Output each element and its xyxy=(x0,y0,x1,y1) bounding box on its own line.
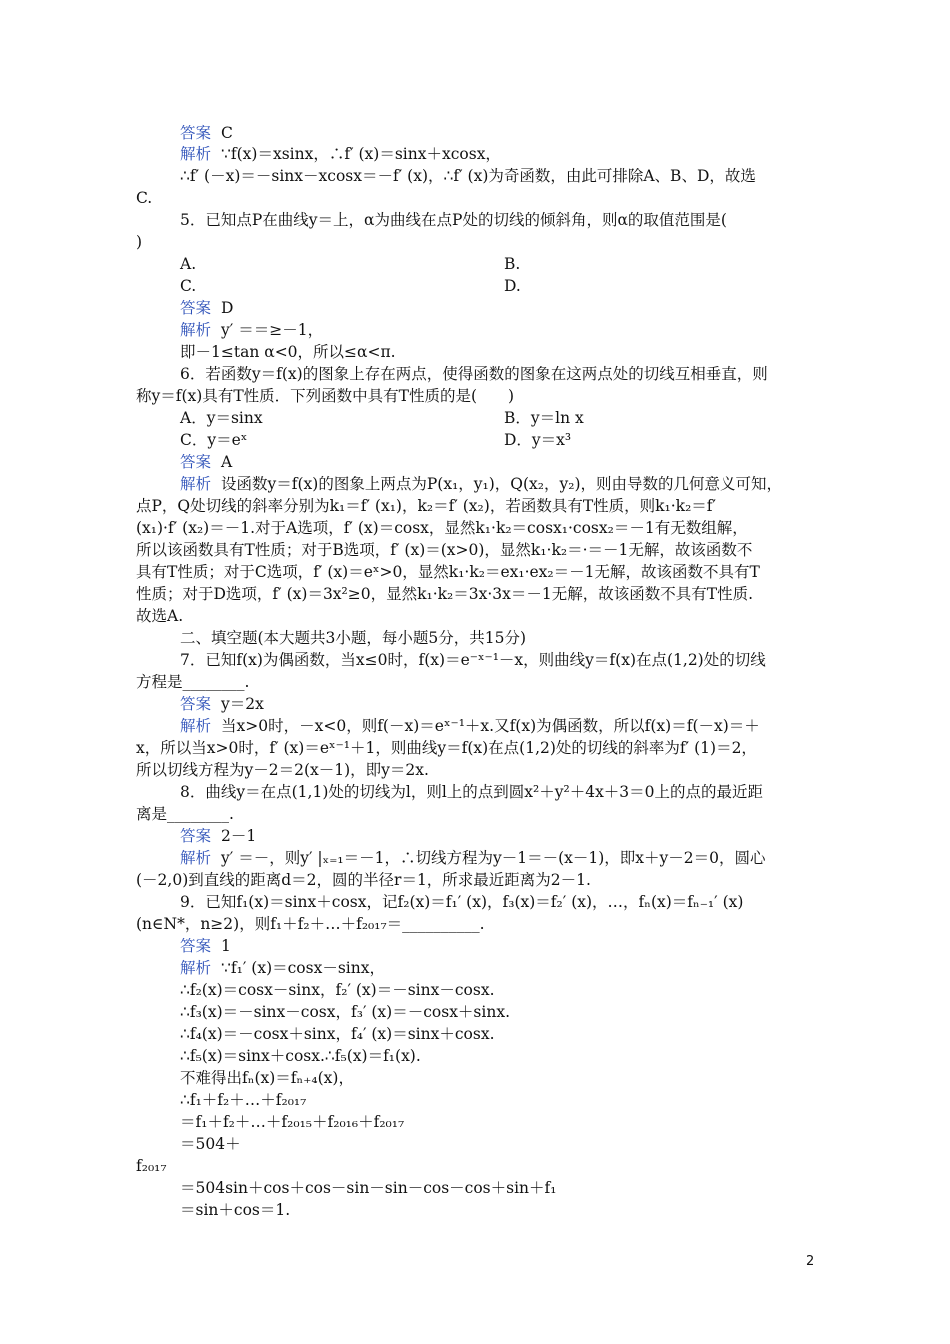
line-text: D xyxy=(221,299,234,317)
line-text: 不难得出fₙ(x)＝fₙ₊₄(x)， xyxy=(180,1069,354,1087)
line-text: y′ ＝－，则y′ |ₓ₌₁＝－1，∴切线方程为y－1＝－(x－1)，即x＋y－2＝0，圆心 xyxy=(221,849,766,867)
answer-label: 答案 xyxy=(180,299,212,317)
line-text: ∴f′ (－x)＝－sinx－xcosx＝－f′ (x)，∴f′ (x)为奇函数，由此可排除A、B、D，故选 xyxy=(180,167,756,185)
text-line xyxy=(180,1134,241,1155)
answer-label: 答案 xyxy=(180,937,212,955)
text-line xyxy=(180,1178,556,1199)
option-text: B．y＝ln x xyxy=(504,409,584,427)
line-text: 6．若函数y＝f(x)的图象上存在两点，使得函数的图象在这两点处的切线互相垂直，则 xyxy=(180,365,768,383)
line-text: ＝f₁＋f₂＋…＋f₂₀₁₅＋f₂₀₁₆＋f₂₀₁₇ xyxy=(180,1113,405,1131)
text-line xyxy=(180,408,263,429)
text-line xyxy=(180,320,323,341)
text-line xyxy=(136,518,748,539)
option-text: B. xyxy=(504,255,521,273)
analysis-label: 解析 xyxy=(180,959,212,977)
text-line xyxy=(180,1068,354,1089)
line-text: A. xyxy=(180,255,197,273)
analysis-label: 解析 xyxy=(180,849,212,867)
text-line xyxy=(180,166,756,187)
option-text: D. xyxy=(504,277,521,295)
line-text: 离是________. xyxy=(136,805,234,823)
text-line xyxy=(136,232,142,253)
analysis-label: 解析 xyxy=(180,475,212,493)
text-line xyxy=(136,1156,167,1177)
line-text: 9．已知f₁(x)＝sinx＋cosx，记f₂(x)＝f₁′ (x)，f₃(x)＝f₂′ (x)，…，fₙ(x)＝fₙ₋₁′ (x) xyxy=(180,893,744,911)
line-text: 性质；对于D选项，f′ (x)＝3x²≥0，显然k₁·k₂＝3x·3x＝－1无解，故该函数不具有T性质. xyxy=(136,585,754,603)
line-text: 称y＝f(x)具有T性质．下列函数中具有T性质的是( ) xyxy=(136,387,515,405)
line-text: 具有T性质；对于C选项，f′ (x)＝eˣ>0，显然k₁·k₂＝ex₁·ex₂＝－1无解，故该函数不具有T xyxy=(136,563,760,581)
text-line xyxy=(180,694,264,715)
line-text: ∴f₁＋f₂＋…＋f₂₀₁₇ xyxy=(180,1091,307,1109)
answer-label: 答案 xyxy=(180,124,212,142)
text-line xyxy=(180,782,763,803)
option-text: D．y＝x³ xyxy=(504,431,572,449)
text-line xyxy=(136,188,152,209)
line-text: 点P，Q处切线的斜率分别为k₁＝f′ (x₁)，k₂＝f′ (x₂)，若函数具有T性质，则k₁·k₂＝f′ xyxy=(136,497,717,515)
line-text: C. xyxy=(180,277,197,295)
text-line xyxy=(180,1002,510,1023)
text-line xyxy=(180,1090,306,1111)
text-line xyxy=(180,430,247,451)
text-line xyxy=(136,562,760,583)
text-line xyxy=(136,870,591,891)
line-text: 方程是________. xyxy=(136,673,250,691)
text-line xyxy=(180,123,233,144)
text-line xyxy=(180,980,495,1001)
line-text: ＝sin＋cos＝1. xyxy=(180,1201,291,1219)
answer-label: 答案 xyxy=(180,453,212,471)
line-text: y′ ＝＝≥－1， xyxy=(221,321,324,339)
page-number: 2 xyxy=(806,1254,815,1269)
line-text: ∵f(x)＝xsinx，∴f′ (x)＝sinx＋xcosx， xyxy=(221,145,501,163)
text-line xyxy=(180,210,727,231)
line-text: C xyxy=(221,124,233,142)
line-text: f₂₀₁₇ xyxy=(136,1157,167,1175)
line-text: x，所以当x>0时，f′ (x)＝eˣ⁻¹＋1，则曲线y＝f(x)在点(1,2)处的切线的斜率为f′ (1)＝2， xyxy=(136,739,757,757)
text-line xyxy=(180,1112,404,1133)
line-text: (－2,0)到直线的距离d＝2，圆的半径r＝1，所求最近距离为2－1. xyxy=(136,871,591,889)
text-line xyxy=(136,386,514,407)
text-line xyxy=(180,342,396,363)
line-text: 7．已知f(x)为偶函数，当x≤0时，f(x)＝e⁻ˣ⁻¹－x，则曲线y＝f(x)在点(1,2)处的切线 xyxy=(180,651,766,669)
line-text: ＝504＋ xyxy=(180,1135,241,1153)
line-text: 5．已知点P在曲线y＝上，α为曲线在点P处的切线的倾斜角，则α的取值范围是( xyxy=(180,211,727,229)
line-text: y＝2x xyxy=(221,695,264,713)
line-text: ∵f₁′ (x)＝cosx－sinx， xyxy=(221,959,385,977)
line-text: 故选A. xyxy=(136,607,184,625)
text-line xyxy=(180,1024,495,1045)
text-line xyxy=(180,474,782,495)
text-line xyxy=(180,452,232,473)
text-line xyxy=(136,496,716,517)
line-text: A xyxy=(221,453,233,471)
line-text: ∴f₃(x)＝－sinx－cosx，f₃′ (x)＝－cosx＋sinx. xyxy=(180,1003,510,1021)
answer-label: 答案 xyxy=(180,695,212,713)
line-text: C. xyxy=(136,189,153,207)
line-text: 2－1 xyxy=(221,827,257,845)
line-text: (n∈N*，n≥2)，则f₁＋f₂＋…＋f₂₀₁₇＝__________. xyxy=(136,915,485,933)
text-line xyxy=(180,1200,290,1221)
text-line xyxy=(180,364,768,385)
line-text: C．y＝eˣ xyxy=(180,431,248,449)
text-line xyxy=(180,1046,421,1067)
text-line xyxy=(136,738,757,759)
line-text: ∴f₅(x)＝sinx＋cosx.∴f₅(x)＝f₁(x). xyxy=(180,1047,421,1065)
text-line xyxy=(180,826,256,847)
text-line xyxy=(180,144,501,165)
text-line xyxy=(136,760,429,781)
text-line xyxy=(180,958,385,979)
line-text: A．y＝sinx xyxy=(180,409,263,427)
text-line xyxy=(136,540,752,561)
text-line xyxy=(136,672,249,693)
text-line xyxy=(180,254,196,275)
text-line xyxy=(180,628,526,649)
line-text: 1 xyxy=(221,937,231,955)
text-line xyxy=(136,914,485,935)
line-text: (x₁)·f′ (x₂)＝－1.对于A选项，f′ (x)＝cosx，显然k₁·k₂＝cosx₁·cosx₂＝－1有无数组解， xyxy=(136,519,748,537)
text-line xyxy=(180,298,233,319)
line-text: 当x>0时，－x<0，则f(－x)＝eˣ⁻¹＋x.又f(x)为偶函数，所以f(x)＝f(－x)＝＋ xyxy=(221,717,760,735)
line-text: ＝504sin＋cos＋cos－sin－sin－cos－cos＋sin＋f₁ xyxy=(180,1179,557,1197)
text-line xyxy=(136,804,234,825)
analysis-label: 解析 xyxy=(180,717,212,735)
text-line xyxy=(180,848,766,869)
answer-label: 答案 xyxy=(180,827,212,845)
line-text: ) xyxy=(136,233,143,251)
text-line xyxy=(180,650,766,671)
line-text: ∴f₄(x)＝－cosx＋sinx，f₄′ (x)＝sinx＋cosx. xyxy=(180,1025,495,1043)
text-line xyxy=(180,276,196,297)
line-text: 即－1≤tan α<0，所以≤α<π. xyxy=(180,343,396,361)
analysis-label: 解析 xyxy=(180,145,212,163)
line-text: 二、填空题(本大题共3小题，每小题5分，共15分) xyxy=(180,629,527,647)
line-text: 所以该函数具有T性质；对于B选项，f′ (x)＝(x>0)，显然k₁·k₂＝·＝－1无解，故该函数不 xyxy=(136,541,753,559)
line-text: 8．曲线y＝在点(1,1)处的切线为l，则l上的点到圆x²＋y²＋4x＋3＝0上的点的最近距 xyxy=(180,783,764,801)
line-text: 设函数y＝f(x)的图象上两点为P(x₁，y₁)，Q(x₂，y₂)，则由导数的几何意义可知， xyxy=(221,475,783,493)
text-line xyxy=(136,606,183,627)
text-line xyxy=(180,936,231,957)
text-line xyxy=(180,892,743,913)
line-text: 所以切线方程为y－2＝2(x－1)，即y＝2x. xyxy=(136,761,429,779)
text-line xyxy=(136,584,753,605)
text-line xyxy=(180,716,760,737)
line-text: ∴f₂(x)＝cosx－sinx，f₂′ (x)＝－sinx－cosx. xyxy=(180,981,495,999)
analysis-label: 解析 xyxy=(180,321,212,339)
